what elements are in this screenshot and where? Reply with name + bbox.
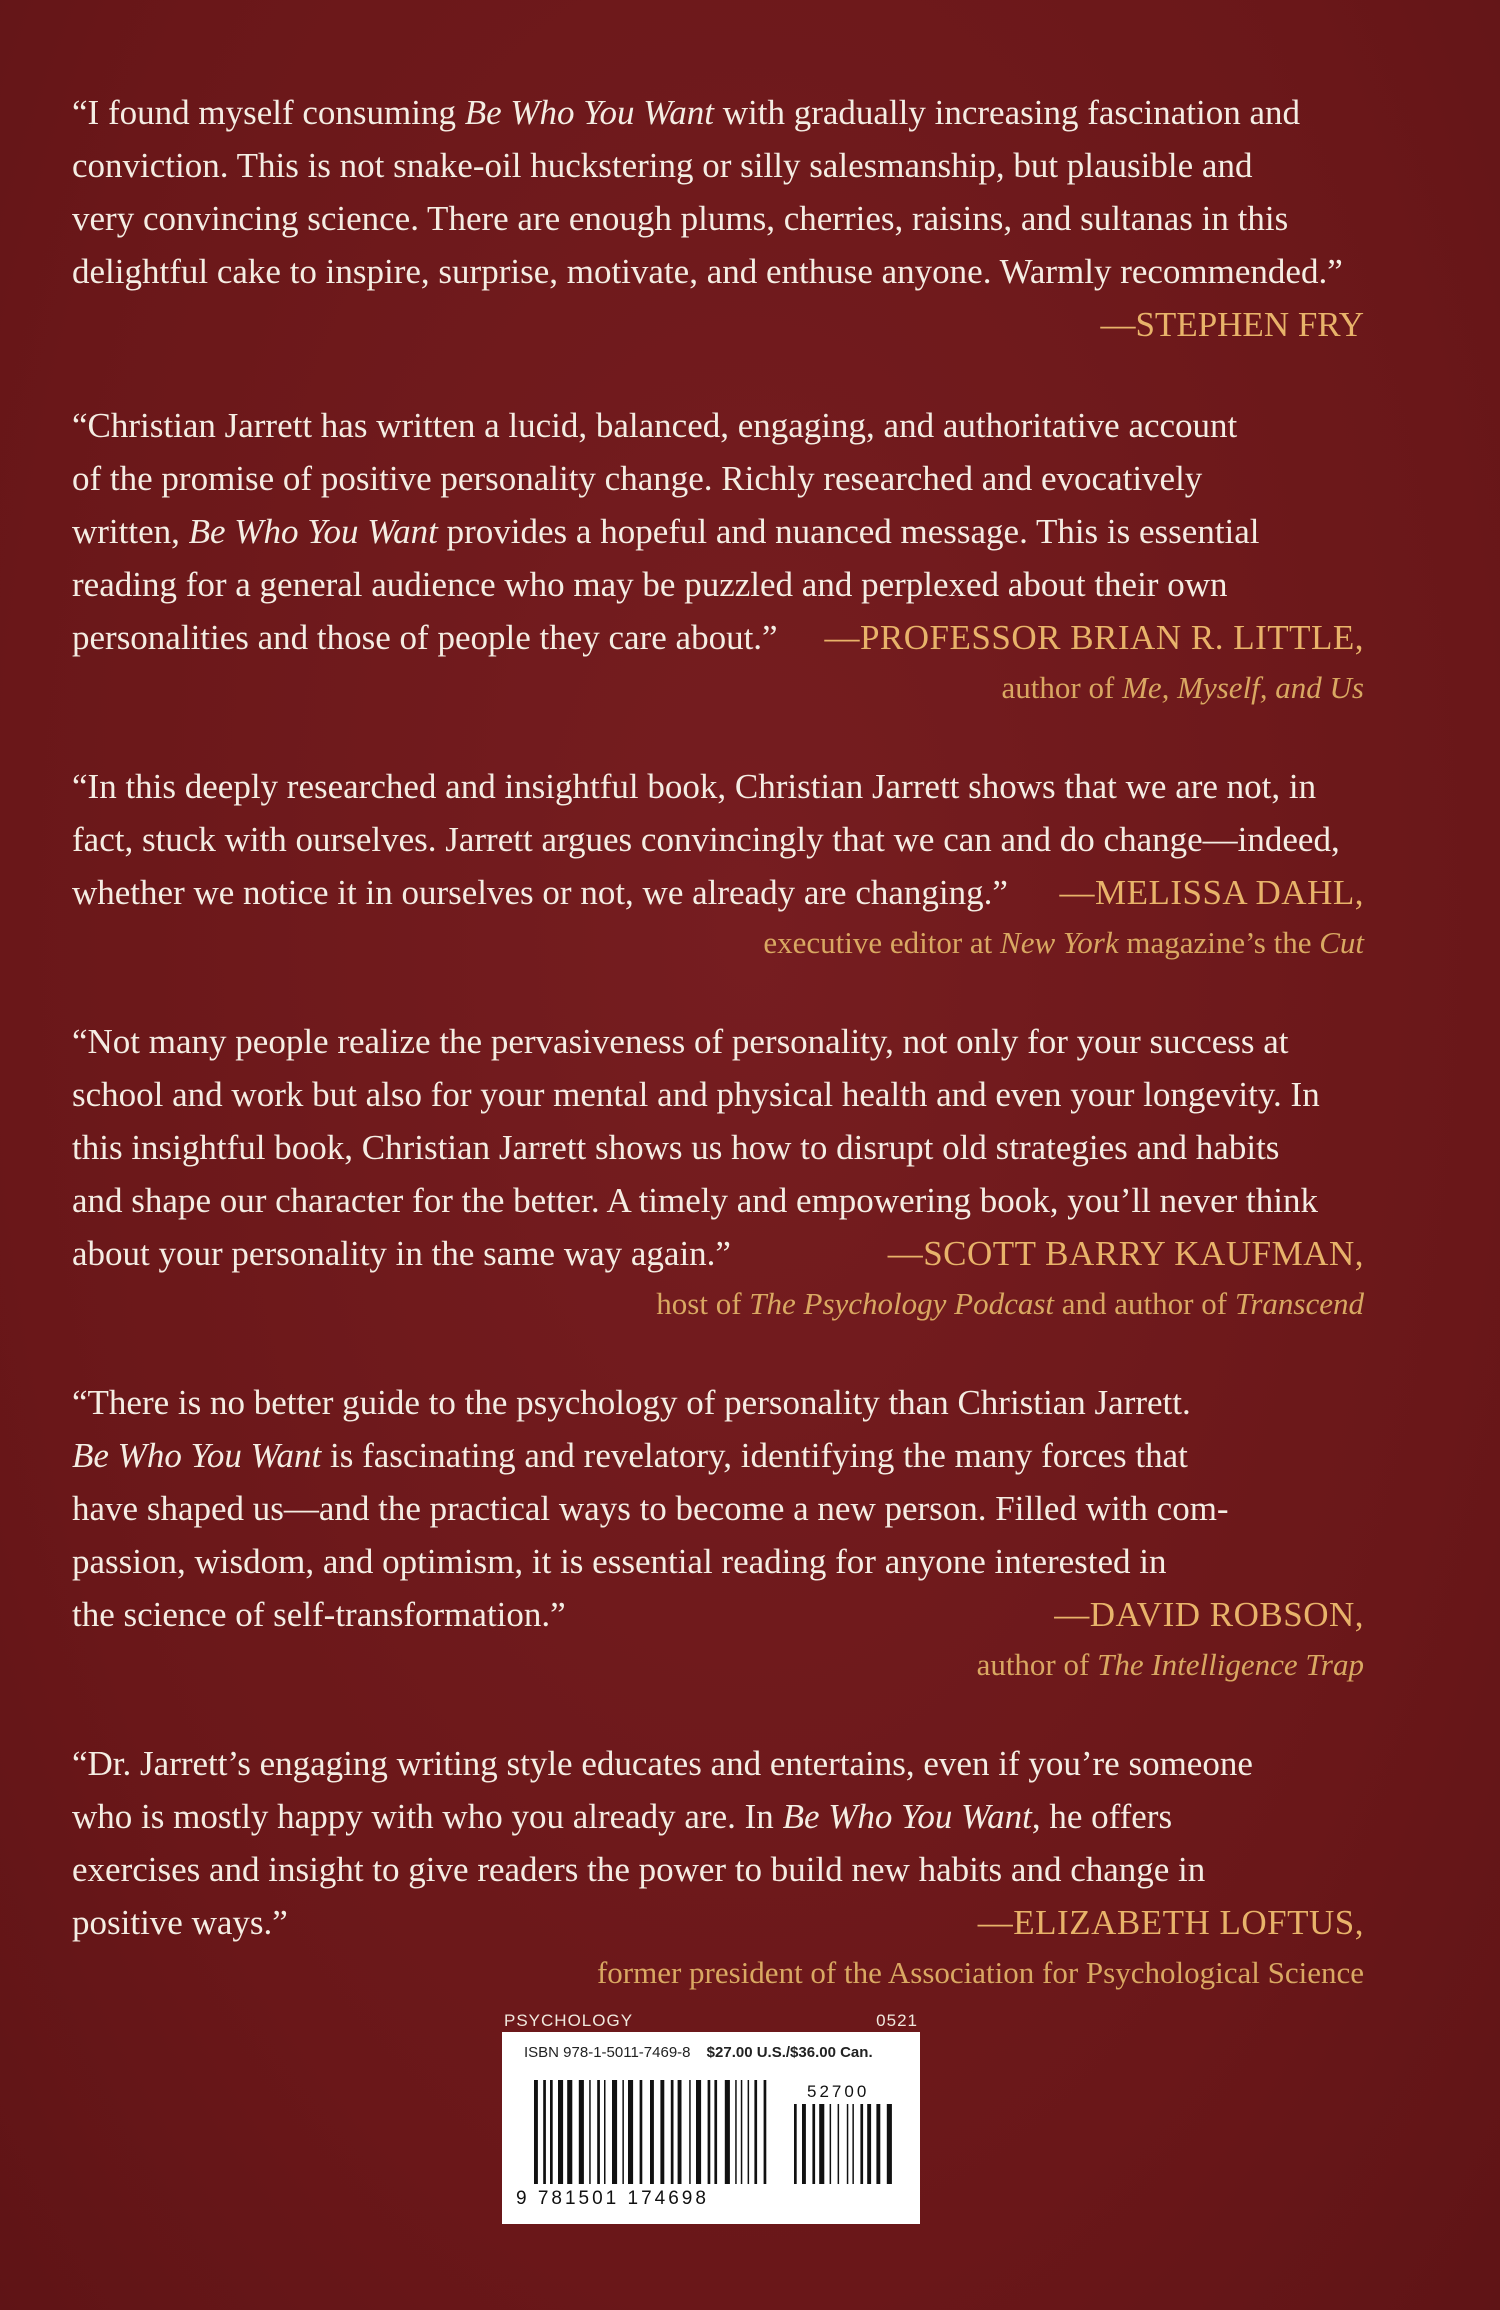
category-code: 0521: [876, 2011, 918, 2030]
blurb-attribution: —PROFESSOR BRIAN R. LITTLE,: [824, 618, 1364, 657]
text-run: personalities and those of people they care about.”: [72, 618, 778, 657]
text-run: positive ways.”: [72, 1903, 288, 1942]
blurb-credit: [72, 1280, 1364, 1328]
blurb: [72, 1376, 1364, 1689]
barcode-bar: [764, 2080, 767, 2184]
book-title: The Intelligence Trap: [1097, 1647, 1364, 1682]
barcode-bar: [558, 2080, 563, 2184]
barcode-bar: [543, 2080, 546, 2184]
barcode-bar: [689, 2080, 691, 2184]
blurb-line: [72, 1174, 1364, 1227]
barcode-bar: [754, 2080, 757, 2184]
category-label: PSYCHOLOGY: [504, 2011, 634, 2030]
barcode-bar: [725, 2080, 730, 2184]
barcode-bar: [819, 2104, 824, 2184]
text-run: “Dr. Jarrett’s engaging writing style educates and entertains, even if you’re someone: [72, 1744, 1253, 1783]
blurb-line: [72, 86, 1364, 139]
text-run: magazine’s the: [1118, 925, 1320, 960]
text-run: “I found myself consuming: [72, 93, 465, 132]
blurb-line: [72, 1015, 1364, 1068]
barcode-label: [502, 2032, 920, 2224]
barcode-bar: [660, 2080, 664, 2184]
barcode-bar: [860, 2104, 863, 2184]
text-run: , he offers: [1031, 1797, 1173, 1836]
blurb-line: [72, 611, 1364, 664]
blurb-line-text: [72, 866, 1008, 919]
blurb: [72, 1015, 1364, 1328]
barcode-digits: 9 781501 174698: [516, 2188, 709, 2209]
price-code: 52700: [807, 2082, 870, 2101]
barcode-bar: [589, 2080, 591, 2184]
book-title: Cut: [1319, 925, 1364, 960]
text-run: former president of the Association for Psychological Science: [596, 1955, 1364, 1990]
barcode-bar: [650, 2080, 654, 2184]
blurb: [72, 399, 1364, 712]
blurb-line: [72, 1790, 1364, 1843]
blurb-line: [72, 558, 1364, 611]
blurb: [72, 760, 1364, 967]
blurb-line-text: [72, 1896, 288, 1949]
barcode-bar: [597, 2080, 600, 2184]
text-run: provides a hopeful and nuanced message. This is essential: [437, 512, 1260, 551]
barcode-bar: [671, 2080, 674, 2184]
blurb-line: [72, 813, 1364, 866]
text-run: host of: [656, 1286, 750, 1321]
blurb-line: [72, 1535, 1364, 1588]
barcode-bar: [838, 2104, 840, 2184]
text-run: and author of: [1054, 1286, 1235, 1321]
barcode-bar: [622, 2080, 624, 2184]
blurb-line: [72, 399, 1364, 452]
barcode-bar: [867, 2104, 871, 2184]
blurb-attribution: —ELIZABETH LOFTUS,: [977, 1903, 1364, 1942]
text-run: written,: [72, 512, 189, 551]
barcode-bar: [628, 2080, 633, 2184]
barcode-bar: [612, 2080, 617, 2184]
text-run: this insightful book, Christian Jarrett shows us how to disrupt old strategies and habits: [72, 1128, 1280, 1167]
price-text: $27.00 U.S./$36.00 Can.: [706, 2044, 873, 2061]
barcode-block: [502, 2010, 920, 2228]
text-run: passion, wisdom, and optimism, it is essential reading for anyone interested in: [72, 1542, 1167, 1581]
text-run: school and work but also for your mental and physical health and even your longevity. In: [72, 1075, 1320, 1114]
blurb-line: [72, 1121, 1364, 1174]
text-run: author of: [976, 1647, 1098, 1682]
praise-blurbs: [72, 86, 1364, 2045]
text-run: about your personality in the same way again.”: [72, 1234, 731, 1273]
barcode-bar: [748, 2080, 750, 2184]
blurb-line: [72, 760, 1364, 813]
text-run: executive editor at: [763, 925, 1001, 960]
text-run: very convincing science. There are enough plums, cherries, raisins, and sultanas in this: [72, 199, 1289, 238]
text-run: “In this deeply researched and insightful book, Christian Jarrett shows that we are not, in: [72, 767, 1317, 806]
barcode-bar: [794, 2104, 797, 2184]
blurb-line-text: [72, 1227, 731, 1280]
blurb-line: [72, 192, 1364, 245]
blurb: [72, 1737, 1364, 1997]
blurb: [72, 86, 1364, 351]
barcode-bar: [714, 2080, 717, 2184]
text-run: delightful cake to inspire, surprise, motivate, and enthuse anyone. Warmly recommended.”: [72, 252, 1343, 291]
book-title: Be Who You Want: [782, 1797, 1032, 1836]
text-run: who is mostly happy with who you already are. In: [72, 1797, 783, 1836]
barcode-bar: [579, 2080, 584, 2184]
barcode-bar: [876, 2104, 880, 2184]
book-title: The Psychology Podcast: [749, 1286, 1055, 1321]
blurb-line: [72, 505, 1364, 558]
blurb-credit: [72, 664, 1364, 712]
barcode-bar: [852, 2104, 854, 2184]
text-run: have shaped us—and the practical ways to become a new person. Filled with com-: [72, 1489, 1229, 1528]
barcode-bar: [735, 2080, 737, 2184]
text-run: the science of self-transformation.”: [72, 1595, 566, 1634]
text-run: reading for a general audience who may be puzzled and perplexed about their own: [72, 565, 1228, 604]
barcode-bar: [550, 2080, 553, 2184]
text-run: with gradually increasing fascination and: [713, 93, 1301, 132]
blurb-attribution: —SCOTT BARRY KAUFMAN,: [887, 1234, 1364, 1273]
barcode-bar: [696, 2080, 701, 2184]
text-run: whether we notice it in ourselves or not, we already are changing.”: [72, 873, 1008, 912]
blurb-line: [72, 1588, 1364, 1641]
barcode-bar: [534, 2080, 538, 2184]
book-title: Be Who You Want: [188, 512, 438, 551]
book-title: Be Who You Want: [464, 93, 714, 132]
blurb-attribution: —STEPHEN FRY: [1100, 305, 1364, 344]
book-title: Transcend: [1234, 1286, 1364, 1321]
blurb-line: [72, 245, 1364, 298]
blurb-credit: [72, 919, 1364, 967]
text-run: author of: [1001, 670, 1123, 705]
barcode-bar: [741, 2080, 743, 2184]
blurb-attribution: —MELISSA DAHL,: [1059, 873, 1364, 912]
barcode-bar: [708, 2080, 711, 2184]
text-run: conviction. This is not snake-oil huckstering or silly salesmanship, but plausible and: [72, 146, 1253, 185]
text-run: “Christian Jarrett has written a lucid, balanced, engaging, and authoritative account: [72, 406, 1238, 445]
blurb-line: [72, 1482, 1364, 1535]
blurb-line: [72, 1429, 1364, 1482]
barcode-bar: [830, 2104, 832, 2184]
book-title: Be Who You Want: [72, 1436, 322, 1475]
text-run: of the promise of positive personality change. Richly researched and evocatively: [72, 459, 1203, 498]
blurb-line-text: [72, 1588, 566, 1641]
blurb-line: [72, 1227, 1364, 1280]
text-run: “There is no better guide to the psychology of personality than Christian Jarrett.: [72, 1383, 1191, 1422]
text-run: “Not many people realize the pervasiveness of personality, not only for your success at: [72, 1022, 1289, 1061]
book-title: New York: [1000, 925, 1119, 960]
blurb-line: [72, 1376, 1364, 1429]
text-run: exercises and insight to give readers the power to build new habits and change in: [72, 1850, 1206, 1889]
barcode-bar: [802, 2104, 806, 2184]
blurb-line: [72, 1737, 1364, 1790]
book-title: Me, Myself, and Us: [1122, 670, 1364, 705]
barcode-bar: [604, 2080, 606, 2184]
barcode-bar: [640, 2080, 643, 2184]
barcode-bar: [678, 2080, 682, 2184]
blurb-credit: [72, 1641, 1364, 1689]
blurb-line: [72, 1843, 1364, 1896]
barcode-bar: [812, 2104, 815, 2184]
blurb-line: [72, 866, 1364, 919]
text-run: is fascinating and revelatory, identifying the many forces that: [321, 1436, 1188, 1475]
isbn-text: ISBN 978-1-5011-7469-8: [524, 2044, 691, 2061]
blurb-credit: [72, 1949, 1364, 1997]
blurb-line: [72, 1896, 1364, 1949]
text-run: fact, stuck with ourselves. Jarrett argues convincingly that we can and do change—indeed,: [72, 820, 1340, 859]
barcode-bar: [887, 2104, 892, 2184]
blurb-line: [72, 452, 1364, 505]
barcode-bar: [847, 2104, 849, 2184]
blurb-attribution: —DAVID ROBSON,: [1054, 1595, 1364, 1634]
blurb-line-text: [72, 611, 778, 664]
barcode-bar: [567, 2080, 572, 2184]
blurb-line: [72, 139, 1364, 192]
blurb-line: [72, 1068, 1364, 1121]
text-run: and shape our character for the better. A timely and empowering book, you’ll never think: [72, 1181, 1319, 1220]
barcode-header: [502, 2010, 920, 2032]
